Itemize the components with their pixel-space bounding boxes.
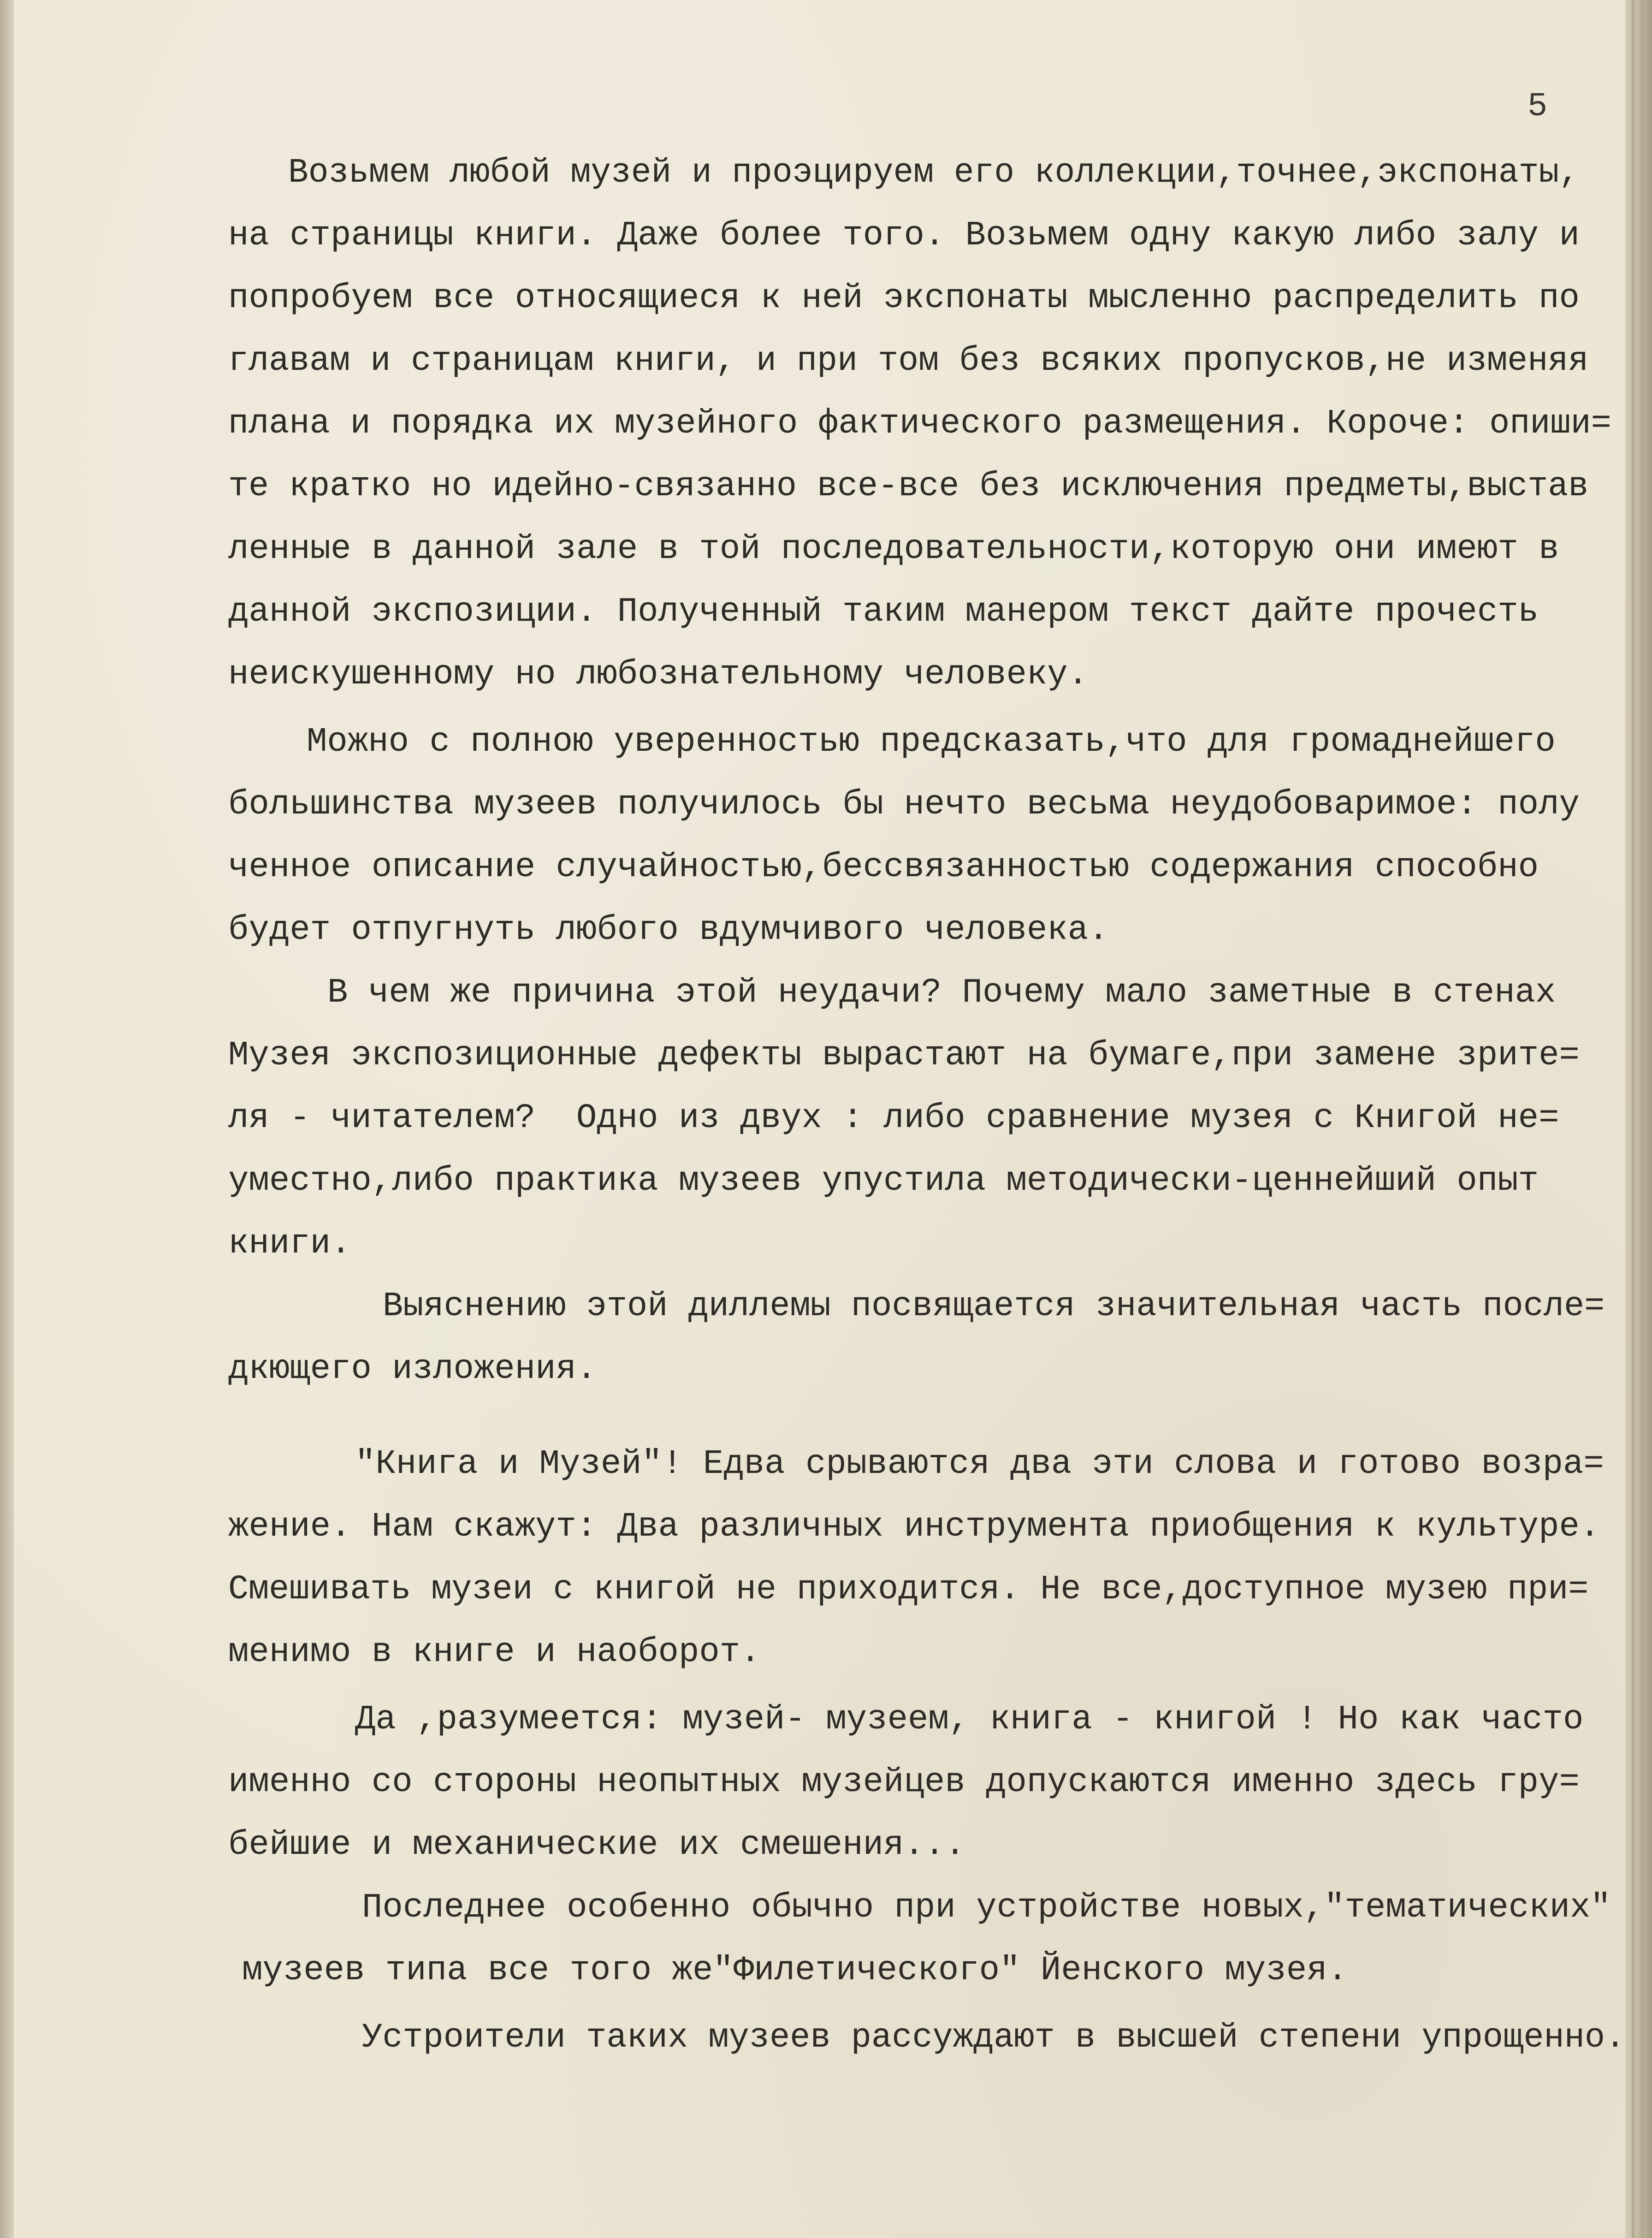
text-line: те кратко но идейно-связанно все-все без исключения предметы,выстав xyxy=(228,467,1589,506)
text-line: будет отпугнуть любого вдумчивого человека. xyxy=(228,911,1109,950)
text-line: Можно с полною уверенностью предсказать,что для громаднейшего xyxy=(307,723,1556,761)
text-line: В чем же причина этой неудачи? Почему мало заметные в стенах xyxy=(327,974,1556,1012)
typewritten-page xyxy=(14,0,1628,2238)
text-line: "Книга и Музей"! Едва срываются два эти слова и готово возра= xyxy=(355,1445,1604,1484)
page-edge-line xyxy=(1641,0,1644,2238)
left-binding-shadow xyxy=(0,0,14,2238)
text-line: менимо в книге и наоборот. xyxy=(228,1633,761,1672)
text-line: жение. Нам скажут: Два различных инструмента приобщения к культуре. xyxy=(228,1508,1600,1546)
page-stack-edge xyxy=(1625,0,1652,2238)
text-line: плана и порядка их музейного фактического размещения. Короче: опиши= xyxy=(228,404,1611,443)
text-line: Устроители таких музеев рассуждают в высшей степени упрощенно. xyxy=(362,2018,1626,2057)
text-line: именно со стороны неопытных музейцев допускаются именно здесь гру= xyxy=(228,1763,1580,1802)
text-line: большинства музеев получилось бы нечто весьма неудобоваримое: полу xyxy=(228,785,1580,824)
text-line: неискушенному но любознательному человеку. xyxy=(228,655,1089,694)
text-line: Возьмем любой музей и проэцируем его коллекции,точнее,экспонаты, xyxy=(288,154,1579,192)
page-number: 5 xyxy=(1528,88,1549,125)
text-line: Выяснению этой диллемы посвящается значительная часть после= xyxy=(383,1287,1605,1326)
text-line: попробуем все относящиеся к ней экспонаты мысленно распределить по xyxy=(228,279,1580,318)
text-line: ченное описание случайностью,бессвязанностью содержания способно xyxy=(228,848,1539,887)
text-line: бейшие и механические их смешения... xyxy=(228,1826,965,1864)
text-line: на страницы книги. Даже более того. Возьмем одну какую либо залу и xyxy=(228,216,1580,255)
text-line: уместно,либо практика музеев упустила методически-ценнейший опыт xyxy=(228,1162,1539,1200)
page-edge-line xyxy=(1632,0,1634,2238)
text-line: книги. xyxy=(228,1224,351,1263)
text-line: Музея экспозиционные дефекты вырастают на бумаге,при замене зрите= xyxy=(228,1036,1580,1075)
text-line: данной экспозиции. Полученный таким манером текст дайте прочесть xyxy=(228,593,1539,631)
text-line: главам и страницам книги, и при том без всяких пропусков,не изменяя xyxy=(228,342,1589,380)
text-line: Последнее особенно обычно при устройстве новых,"тематических" xyxy=(362,1888,1611,1927)
text-line: дкющего изложения. xyxy=(228,1350,597,1389)
text-line: ленные в данной зале в той последовательности,которую они имеют в xyxy=(228,530,1559,569)
text-line: музеев типа все того же"Филетического" Йенского музея. xyxy=(242,1951,1348,1990)
text-line: Да ,разумеется: музей- музеем, книга - книгой ! Но как часто xyxy=(355,1700,1584,1739)
text-line: Смешивать музеи с книгой не приходится. Не все,доступное музею при= xyxy=(228,1570,1589,1609)
text-line: ля - читателем? Одно из двух : либо сравнение музея с Книгой не= xyxy=(228,1099,1559,1138)
